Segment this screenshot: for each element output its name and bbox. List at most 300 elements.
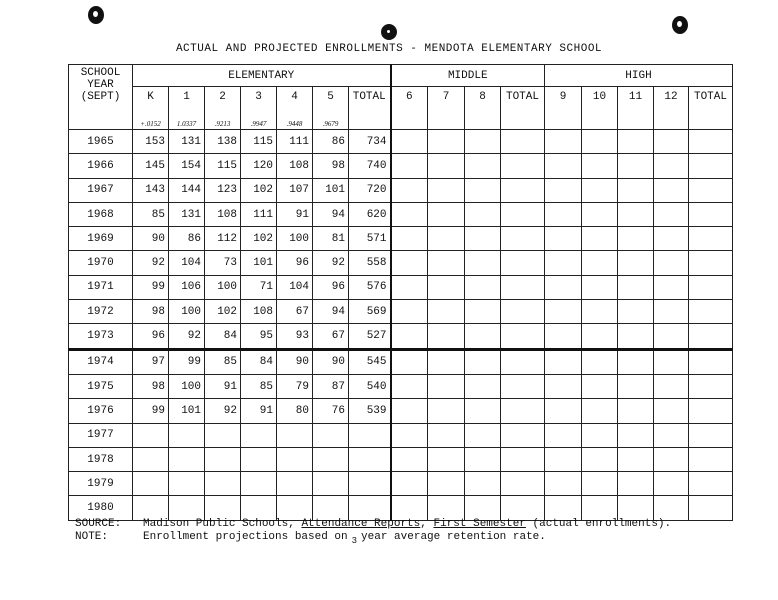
grade-cell: 99 — [133, 275, 169, 299]
empty-cell — [654, 324, 689, 349]
grade-cell: 73 — [205, 251, 241, 275]
year-cell: 1969 — [69, 227, 133, 251]
empty-cell — [582, 374, 618, 398]
grade-cell: 138 — [205, 130, 241, 154]
year-cell: 1980 — [69, 496, 133, 520]
empty-cell — [618, 496, 654, 520]
elementary-total-cell: 734 — [349, 130, 391, 154]
empty-cell — [391, 399, 428, 423]
elementary-total-cell: 558 — [349, 251, 391, 275]
year-cell: 1966 — [69, 154, 133, 178]
empty-cell — [391, 374, 428, 398]
retention-rate: .9679 — [322, 120, 339, 128]
grade-cell: 92 — [205, 399, 241, 423]
grade-cell: 91 — [205, 374, 241, 398]
grade-cell: 107 — [277, 178, 313, 202]
empty-cell — [428, 275, 465, 299]
grade-cell: 99 — [169, 349, 205, 374]
empty-cell — [689, 349, 733, 374]
grade-cell: 111 — [277, 130, 313, 154]
grade-cell — [277, 472, 313, 496]
empty-cell — [391, 130, 428, 154]
table-row — [69, 227, 733, 251]
empty-cell — [582, 202, 618, 226]
empty-cell — [545, 202, 582, 226]
empty-cell — [391, 349, 428, 374]
table-row — [69, 472, 733, 496]
empty-cell — [465, 178, 501, 202]
empty-cell — [391, 472, 428, 496]
grade-cell: 85 — [133, 202, 169, 226]
empty-cell — [545, 374, 582, 398]
empty-cell — [501, 423, 545, 447]
empty-cell — [654, 154, 689, 178]
elementary-total-cell — [349, 447, 391, 471]
col-header-elem-1: 1 1.0337 — [169, 87, 205, 130]
empty-cell — [654, 349, 689, 374]
empty-cell — [654, 496, 689, 520]
retention-rate: 1.0337 — [176, 120, 197, 128]
year-cell: 1975 — [69, 374, 133, 398]
empty-cell — [618, 202, 654, 226]
empty-cell — [618, 178, 654, 202]
elementary-total-cell: 620 — [349, 202, 391, 226]
elementary-total-cell: 569 — [349, 300, 391, 324]
grade-cell: 144 — [169, 178, 205, 202]
school-year-header: SCHOOL YEAR (SEPT) — [69, 65, 133, 130]
empty-cell — [545, 154, 582, 178]
empty-cell — [465, 349, 501, 374]
empty-cell — [582, 399, 618, 423]
grade-cell: 67 — [277, 300, 313, 324]
empty-cell — [501, 399, 545, 423]
empty-cell — [582, 227, 618, 251]
empty-cell — [545, 472, 582, 496]
grade-cell — [205, 472, 241, 496]
col-header-high-0: 9 — [545, 87, 582, 130]
grade-cell: 123 — [205, 178, 241, 202]
grade-cell: 98 — [133, 374, 169, 398]
grade-cell: 97 — [133, 349, 169, 374]
grade-cell: 98 — [313, 154, 349, 178]
high-group-header: HIGH — [545, 65, 733, 87]
grade-cell: 85 — [205, 349, 241, 374]
empty-cell — [465, 374, 501, 398]
table-row — [69, 374, 733, 398]
grade-cell — [277, 423, 313, 447]
empty-cell — [391, 202, 428, 226]
empty-cell — [654, 447, 689, 471]
middle-group-header: MIDDLE — [391, 65, 545, 87]
empty-cell — [618, 227, 654, 251]
empty-cell — [465, 251, 501, 275]
table-row — [69, 349, 733, 374]
empty-cell — [465, 324, 501, 349]
grade-cell — [241, 423, 277, 447]
grade-cell: 102 — [241, 178, 277, 202]
empty-cell — [618, 154, 654, 178]
elementary-group-header: ELEMENTARY — [133, 65, 391, 87]
year-cell: 1972 — [69, 300, 133, 324]
empty-cell — [545, 399, 582, 423]
table-row — [69, 154, 733, 178]
empty-cell — [465, 275, 501, 299]
col-header-elem-2: 2 .9213 — [205, 87, 241, 130]
empty-cell — [428, 202, 465, 226]
grade-cell: 100 — [205, 275, 241, 299]
col-header-elem-5: 5 .9679 — [313, 87, 349, 130]
empty-cell — [465, 496, 501, 520]
empty-cell — [428, 399, 465, 423]
column-header-row — [69, 87, 733, 130]
col-header-high-3: 12 — [654, 87, 689, 130]
retention-rate: .9213 — [214, 120, 231, 128]
grade-cell — [313, 447, 349, 471]
table-row — [69, 178, 733, 202]
grade-cell: 96 — [133, 324, 169, 349]
empty-cell — [501, 447, 545, 471]
footnotes — [75, 518, 671, 544]
elementary-total-cell: 571 — [349, 227, 391, 251]
empty-cell — [689, 324, 733, 349]
empty-cell — [501, 202, 545, 226]
empty-cell — [501, 178, 545, 202]
empty-cell — [465, 423, 501, 447]
empty-cell — [428, 447, 465, 471]
grade-cell: 91 — [277, 202, 313, 226]
col-header-elem-3: 3 .9947 — [241, 87, 277, 130]
empty-cell — [689, 202, 733, 226]
empty-cell — [689, 399, 733, 423]
empty-cell — [689, 374, 733, 398]
grade-cell: 101 — [313, 178, 349, 202]
table-row — [69, 202, 733, 226]
empty-cell — [689, 178, 733, 202]
elementary-total-cell: 740 — [349, 154, 391, 178]
grade-cell: 100 — [169, 300, 205, 324]
empty-cell — [465, 300, 501, 324]
empty-cell — [465, 130, 501, 154]
empty-cell — [618, 324, 654, 349]
table-row — [69, 399, 733, 423]
empty-cell — [465, 399, 501, 423]
grade-cell: 87 — [313, 374, 349, 398]
empty-cell — [654, 472, 689, 496]
empty-cell — [545, 496, 582, 520]
grade-cell: 108 — [205, 202, 241, 226]
grade-cell — [169, 472, 205, 496]
empty-cell — [618, 349, 654, 374]
year-cell: 1977 — [69, 423, 133, 447]
empty-cell — [428, 349, 465, 374]
empty-cell — [618, 275, 654, 299]
empty-cell — [618, 300, 654, 324]
grade-cell: 108 — [241, 300, 277, 324]
empty-cell — [545, 300, 582, 324]
table-row — [69, 496, 733, 520]
empty-cell — [501, 496, 545, 520]
empty-cell — [391, 423, 428, 447]
grade-cell — [205, 423, 241, 447]
empty-cell — [391, 447, 428, 471]
table-row — [69, 423, 733, 447]
retention-rate: +.0152 — [140, 120, 161, 128]
empty-cell — [501, 275, 545, 299]
empty-cell — [428, 251, 465, 275]
empty-cell — [582, 496, 618, 520]
empty-cell — [501, 130, 545, 154]
grade-cell — [205, 447, 241, 471]
empty-cell — [391, 300, 428, 324]
col-header-middle-0: 6 — [391, 87, 428, 130]
empty-cell — [501, 300, 545, 324]
empty-cell — [689, 472, 733, 496]
empty-cell — [391, 324, 428, 349]
year-cell: 1970 — [69, 251, 133, 275]
grade-cell: 115 — [241, 130, 277, 154]
col-header-middle-3: TOTAL — [501, 87, 545, 130]
elementary-total-cell: 527 — [349, 324, 391, 349]
table-row — [69, 324, 733, 349]
punch-hole-right — [672, 16, 688, 34]
empty-cell — [428, 154, 465, 178]
grade-cell — [133, 496, 169, 520]
empty-cell — [582, 130, 618, 154]
empty-cell — [391, 275, 428, 299]
empty-cell — [618, 251, 654, 275]
empty-cell — [654, 251, 689, 275]
year-cell: 1971 — [69, 275, 133, 299]
table-row — [69, 251, 733, 275]
empty-cell — [582, 423, 618, 447]
col-header-high-1: 10 — [582, 87, 618, 130]
empty-cell — [391, 154, 428, 178]
col-header-middle-1: 7 — [428, 87, 465, 130]
grade-cell: 81 — [313, 227, 349, 251]
table-row — [69, 275, 733, 299]
grade-cell: 106 — [169, 275, 205, 299]
empty-cell — [545, 227, 582, 251]
empty-cell — [654, 130, 689, 154]
grade-cell — [313, 472, 349, 496]
table-row — [69, 447, 733, 471]
grade-cell: 120 — [241, 154, 277, 178]
empty-cell — [545, 324, 582, 349]
empty-cell — [545, 251, 582, 275]
grade-cell: 90 — [313, 349, 349, 374]
elementary-total-cell — [349, 423, 391, 447]
grade-cell — [241, 496, 277, 520]
empty-cell — [501, 227, 545, 251]
grade-cell — [169, 423, 205, 447]
empty-cell — [465, 227, 501, 251]
year-cell: 1979 — [69, 472, 133, 496]
elementary-total-cell: 576 — [349, 275, 391, 299]
grade-cell: 98 — [133, 300, 169, 324]
empty-cell — [545, 178, 582, 202]
grade-cell: 85 — [241, 374, 277, 398]
grade-cell: 99 — [133, 399, 169, 423]
empty-cell — [582, 349, 618, 374]
note-line: NOTE: Enrollment projections based on $_3$ year average retention rate. — [75, 531, 546, 546]
grade-cell: 76 — [313, 399, 349, 423]
empty-cell — [654, 423, 689, 447]
elementary-total-cell — [349, 472, 391, 496]
table-row — [69, 130, 733, 154]
empty-cell — [618, 374, 654, 398]
grade-cell: 131 — [169, 202, 205, 226]
empty-cell — [501, 251, 545, 275]
grade-cell: 96 — [277, 251, 313, 275]
grade-cell — [241, 472, 277, 496]
grade-cell: 100 — [277, 227, 313, 251]
grade-cell — [169, 447, 205, 471]
empty-cell — [501, 374, 545, 398]
retention-years-value: 3 — [351, 536, 358, 546]
year-cell: 1974 — [69, 349, 133, 374]
enrollment-rows — [69, 130, 733, 521]
empty-cell — [501, 349, 545, 374]
grade-cell: 92 — [313, 251, 349, 275]
empty-cell — [689, 423, 733, 447]
document-title: ACTUAL AND PROJECTED ENROLLMENTS - MENDOTA ELEMENTARY SCHOOL — [175, 43, 603, 55]
empty-cell — [545, 349, 582, 374]
empty-cell — [618, 399, 654, 423]
grade-cell: 145 — [133, 154, 169, 178]
grade-cell: 111 — [241, 202, 277, 226]
empty-cell — [582, 447, 618, 471]
empty-cell — [618, 423, 654, 447]
empty-cell — [654, 374, 689, 398]
grade-cell: 112 — [205, 227, 241, 251]
grade-cell: 92 — [169, 324, 205, 349]
empty-cell — [654, 202, 689, 226]
empty-cell — [428, 324, 465, 349]
year-cell: 1978 — [69, 447, 133, 471]
grade-cell: 93 — [277, 324, 313, 349]
empty-cell — [428, 300, 465, 324]
empty-cell — [654, 178, 689, 202]
grade-cell: 100 — [169, 374, 205, 398]
grade-cell: 154 — [169, 154, 205, 178]
empty-cell — [582, 251, 618, 275]
empty-cell — [654, 399, 689, 423]
empty-cell — [501, 324, 545, 349]
year-cell: 1968 — [69, 202, 133, 226]
punch-hole-center — [381, 24, 397, 40]
elementary-total-cell: 720 — [349, 178, 391, 202]
grade-cell — [205, 496, 241, 520]
punch-hole-left — [88, 6, 104, 24]
empty-cell — [582, 300, 618, 324]
empty-cell — [582, 324, 618, 349]
year-cell: 1967 — [69, 178, 133, 202]
grade-cell: 90 — [277, 349, 313, 374]
grade-cell: 101 — [169, 399, 205, 423]
grade-cell: 79 — [277, 374, 313, 398]
grade-cell: 108 — [277, 154, 313, 178]
grade-cell: 86 — [169, 227, 205, 251]
grade-cell — [241, 447, 277, 471]
grade-cell: 102 — [241, 227, 277, 251]
grade-cell — [169, 496, 205, 520]
grade-cell: 153 — [133, 130, 169, 154]
year-cell: 1976 — [69, 399, 133, 423]
enrollment-table — [68, 64, 733, 521]
grade-cell: 96 — [313, 275, 349, 299]
empty-cell — [465, 447, 501, 471]
empty-cell — [582, 154, 618, 178]
first-semester-ref: First Semester — [433, 518, 526, 530]
empty-cell — [545, 447, 582, 471]
col-header-high-2: 11 — [618, 87, 654, 130]
grade-cell — [133, 472, 169, 496]
empty-cell — [618, 447, 654, 471]
grade-cell: 101 — [241, 251, 277, 275]
grade-cell: 92 — [133, 251, 169, 275]
empty-cell — [545, 130, 582, 154]
empty-cell — [689, 300, 733, 324]
empty-cell — [465, 202, 501, 226]
empty-cell — [654, 300, 689, 324]
grade-cell — [313, 496, 349, 520]
empty-cell — [428, 178, 465, 202]
empty-cell — [582, 472, 618, 496]
empty-cell — [689, 251, 733, 275]
grade-cell: 143 — [133, 178, 169, 202]
grade-cell: 91 — [241, 399, 277, 423]
year-cell: 1965 — [69, 130, 133, 154]
empty-cell — [582, 178, 618, 202]
col-header-elem-4: 4 .9448 — [277, 87, 313, 130]
grade-cell — [313, 423, 349, 447]
empty-cell — [428, 472, 465, 496]
empty-cell — [501, 472, 545, 496]
col-header-elem-6: TOTAL — [349, 87, 391, 130]
empty-cell — [654, 227, 689, 251]
empty-cell — [582, 275, 618, 299]
col-header-middle-2: 8 — [465, 87, 501, 130]
grade-cell: 86 — [313, 130, 349, 154]
grade-cell: 102 — [205, 300, 241, 324]
empty-cell — [465, 472, 501, 496]
empty-cell — [689, 154, 733, 178]
grade-cell: 67 — [313, 324, 349, 349]
empty-cell — [428, 423, 465, 447]
grade-cell: 90 — [133, 227, 169, 251]
grade-cell: 80 — [277, 399, 313, 423]
empty-cell — [689, 275, 733, 299]
col-header-elem-0: K +.0152 — [133, 87, 169, 130]
elementary-total-cell: 539 — [349, 399, 391, 423]
year-cell: 1973 — [69, 324, 133, 349]
empty-cell — [428, 227, 465, 251]
empty-cell — [689, 227, 733, 251]
grade-cell: 131 — [169, 130, 205, 154]
grade-cell: 115 — [205, 154, 241, 178]
empty-cell — [654, 275, 689, 299]
empty-cell — [618, 472, 654, 496]
grade-cell — [133, 447, 169, 471]
elementary-total-cell: 545 — [349, 349, 391, 374]
attendance-reports-ref: Attendance Reports — [301, 518, 421, 530]
grade-cell — [277, 496, 313, 520]
empty-cell — [618, 130, 654, 154]
table-row — [69, 300, 733, 324]
grade-cell: 84 — [241, 349, 277, 374]
empty-cell — [428, 374, 465, 398]
grade-cell: 94 — [313, 300, 349, 324]
